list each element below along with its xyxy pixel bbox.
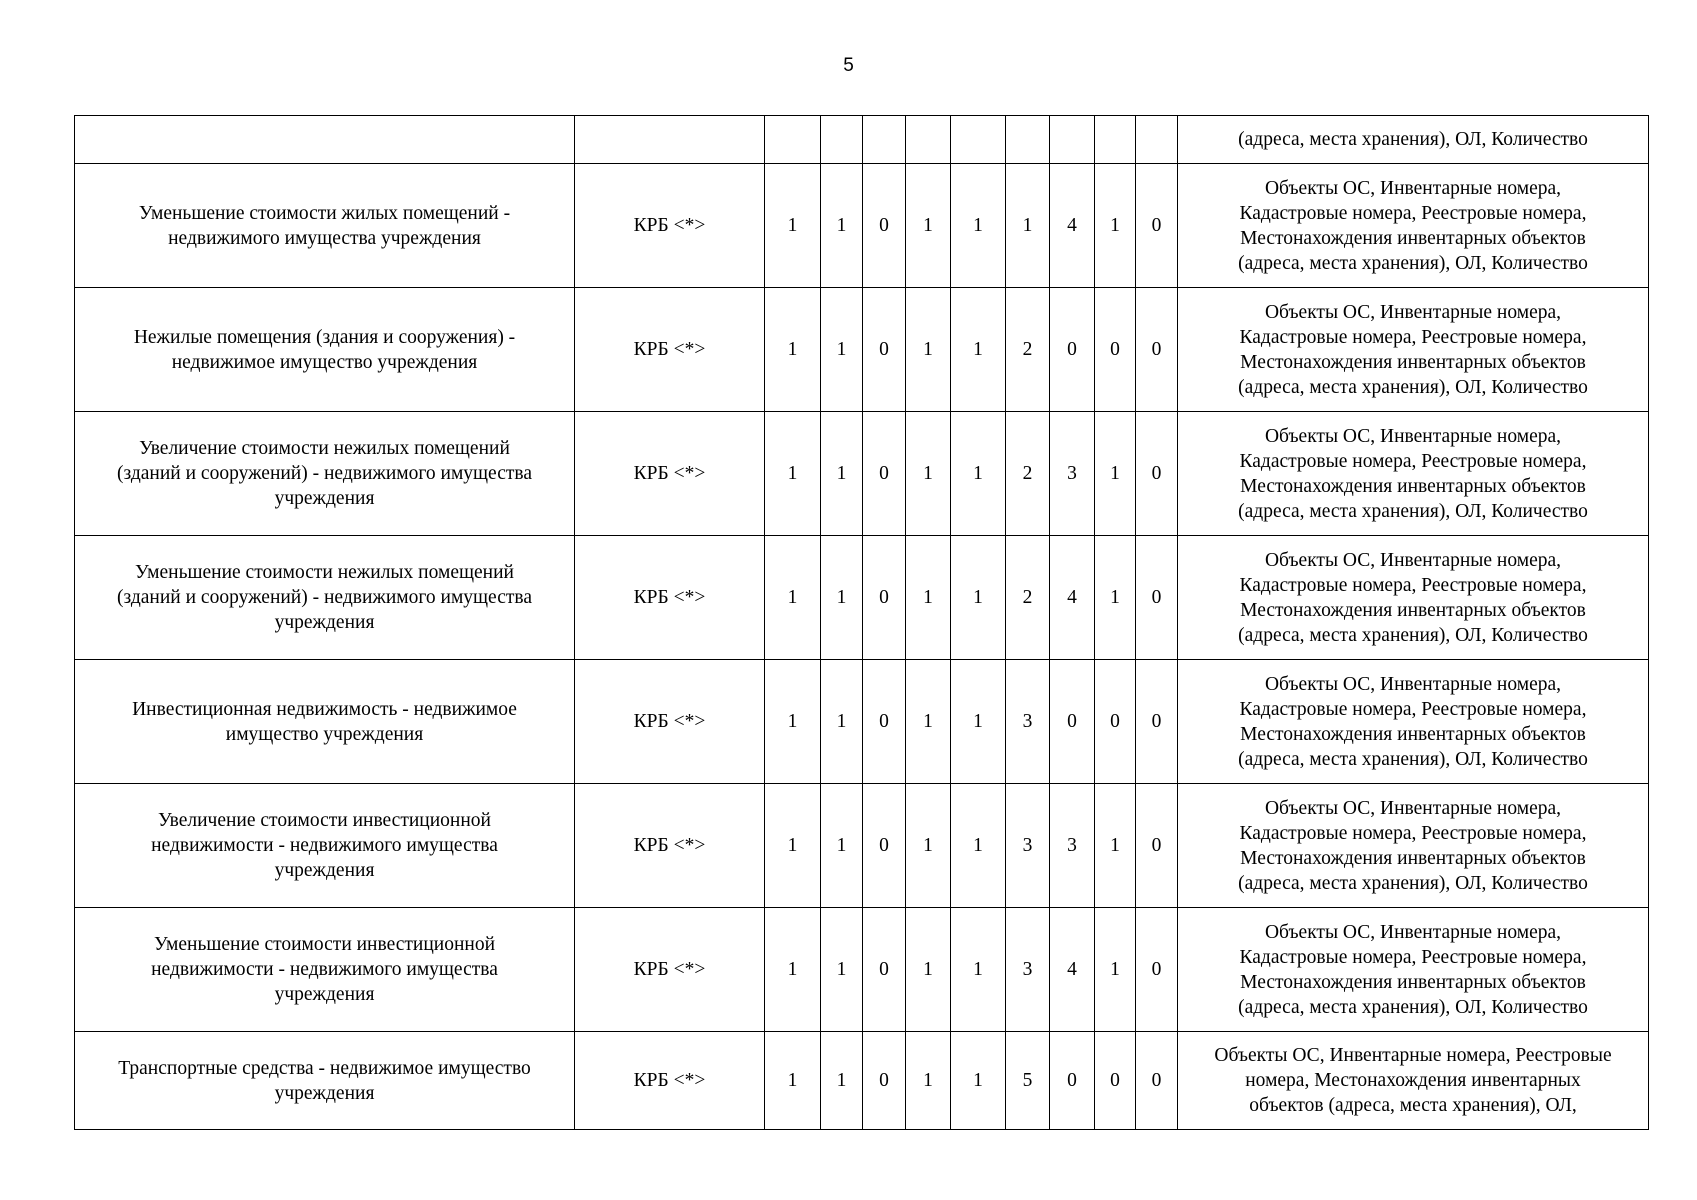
analytics-attributes-cell: Объекты ОС, Инвентарные номера, Кадастровые номера, Реестровые номера, Местонахождения инвентарных объектов (адреса, места хранения), ОЛ, Количество (1178, 784, 1649, 908)
code-cell: КРБ <*> (575, 164, 765, 288)
account-digit-cell: 1 (765, 412, 821, 536)
account-digit-cell: 1 (951, 164, 1006, 288)
account-digit-cell: 1 (951, 784, 1006, 908)
account-digit-cell: 0 (863, 908, 906, 1032)
account-digit-cell (863, 116, 906, 164)
account-digit-cell: 4 (1050, 908, 1095, 1032)
table-row (75, 164, 1649, 288)
account-digit-cell: 1 (906, 288, 951, 412)
table-row (75, 784, 1649, 908)
table-row (75, 288, 1649, 412)
analytics-attributes-cell: Объекты ОС, Инвентарные номера, Кадастровые номера, Реестровые номера, Местонахождения инвентарных объектов (адреса, места хранения), ОЛ, Количество (1178, 164, 1649, 288)
account-digit-cell: 1 (765, 288, 821, 412)
account-digit-cell: 0 (863, 536, 906, 660)
code-cell: КРБ <*> (575, 784, 765, 908)
account-digit-cell (951, 116, 1006, 164)
account-digit-cell (1095, 116, 1136, 164)
account-digit-cell: 0 (1136, 908, 1178, 1032)
account-digit-cell: 1 (906, 784, 951, 908)
account-digit-cell: 1 (765, 908, 821, 1032)
account-digit-cell: 1 (906, 660, 951, 784)
analytics-attributes-cell: (адреса, места хранения), ОЛ, Количество (1178, 116, 1649, 164)
account-digit-cell: 0 (863, 784, 906, 908)
account-digit-cell: 4 (1050, 164, 1095, 288)
account-name-cell: Транспортные средства - недвижимое имущество учреждения (75, 1032, 575, 1130)
table-row (75, 660, 1649, 784)
account-digit-cell: 1 (765, 164, 821, 288)
account-digit-cell: 1 (821, 288, 863, 412)
analytics-attributes-cell: Объекты ОС, Инвентарные номера, Реестровые номера, Местонахождения инвентарных объектов (адреса, места хранения), ОЛ, (1178, 1032, 1649, 1130)
account-digit-cell: 1 (906, 412, 951, 536)
account-digit-cell: 1 (951, 908, 1006, 1032)
analytics-attributes-cell: Объекты ОС, Инвентарные номера, Кадастровые номера, Реестровые номера, Местонахождения инвентарных объектов (адреса, места хранения), ОЛ, Количество (1178, 908, 1649, 1032)
account-digit-cell: 1 (821, 660, 863, 784)
account-digit-cell: 3 (1050, 412, 1095, 536)
code-cell: КРБ <*> (575, 288, 765, 412)
account-digit-cell: 0 (1136, 536, 1178, 660)
analytics-attributes-cell: Объекты ОС, Инвентарные номера, Кадастровые номера, Реестровые номера, Местонахождения инвентарных объектов (адреса, места хранения), ОЛ, Количество (1178, 412, 1649, 536)
account-name-cell: Инвестиционная недвижимость - недвижимое имущество учреждения (75, 660, 575, 784)
account-digit-cell: 1 (821, 908, 863, 1032)
account-digit-cell: 5 (1006, 1032, 1050, 1130)
account-digit-cell: 2 (1006, 412, 1050, 536)
account-digit-cell: 1 (765, 1032, 821, 1130)
account-digit-cell: 0 (1095, 660, 1136, 784)
table-row (75, 536, 1649, 660)
account-digit-cell: 0 (1136, 1032, 1178, 1130)
account-digit-cell: 1 (906, 536, 951, 660)
account-digit-cell: 1 (1095, 536, 1136, 660)
account-digit-cell: 1 (951, 1032, 1006, 1130)
account-digit-cell: 0 (1095, 288, 1136, 412)
account-digit-cell (1136, 116, 1178, 164)
account-digit-cell: 0 (1136, 164, 1178, 288)
account-name-cell: Увеличение стоимости инвестиционной недвижимости - недвижимого имущества учреждения (75, 784, 575, 908)
account-digit-cell: 1 (906, 164, 951, 288)
account-digit-cell (1006, 116, 1050, 164)
account-digit-cell: 1 (1095, 908, 1136, 1032)
account-digit-cell: 0 (1136, 784, 1178, 908)
account-digit-cell: 1 (1095, 412, 1136, 536)
account-digit-cell: 1 (1095, 784, 1136, 908)
account-digit-cell: 1 (765, 660, 821, 784)
account-digit-cell: 1 (821, 164, 863, 288)
account-name-cell: Уменьшение стоимости инвестиционной недвижимости - недвижимого имущества учреждения (75, 908, 575, 1032)
code-cell (575, 116, 765, 164)
account-digit-cell: 1 (951, 660, 1006, 784)
account-digit-cell: 1 (951, 288, 1006, 412)
account-digit-cell: 3 (1006, 784, 1050, 908)
accounts-table (74, 115, 1649, 1130)
table-row (75, 412, 1649, 536)
account-digit-cell: 1 (821, 536, 863, 660)
account-digit-cell: 1 (906, 1032, 951, 1130)
account-digit-cell (906, 116, 951, 164)
table-row (75, 116, 1649, 164)
account-digit-cell: 1 (1006, 164, 1050, 288)
account-name-cell (75, 116, 575, 164)
code-cell: КРБ <*> (575, 536, 765, 660)
account-digit-cell: 3 (1050, 784, 1095, 908)
account-digit-cell: 1 (821, 412, 863, 536)
account-digit-cell: 0 (1050, 660, 1095, 784)
account-digit-cell: 0 (863, 412, 906, 536)
code-cell: КРБ <*> (575, 1032, 765, 1130)
table-row (75, 908, 1649, 1032)
analytics-attributes-cell: Объекты ОС, Инвентарные номера, Кадастровые номера, Реестровые номера, Местонахождения инвентарных объектов (адреса, места хранения), ОЛ, Количество (1178, 660, 1649, 784)
account-digit-cell: 0 (863, 164, 906, 288)
account-digit-cell: 1 (765, 536, 821, 660)
account-name-cell: Уменьшение стоимости нежилых помещений (зданий и сооружений) - недвижимого имущества учреждения (75, 536, 575, 660)
account-digit-cell: 0 (1050, 288, 1095, 412)
account-digit-cell: 1 (821, 1032, 863, 1130)
account-digit-cell: 1 (1095, 164, 1136, 288)
account-digit-cell: 0 (1095, 1032, 1136, 1130)
account-name-cell: Увеличение стоимости нежилых помещений (зданий и сооружений) - недвижимого имущества учреждения (75, 412, 575, 536)
account-digit-cell: 3 (1006, 908, 1050, 1032)
code-cell: КРБ <*> (575, 412, 765, 536)
code-cell: КРБ <*> (575, 660, 765, 784)
account-digit-cell: 3 (1006, 660, 1050, 784)
account-digit-cell: 4 (1050, 536, 1095, 660)
account-digit-cell: 2 (1006, 536, 1050, 660)
account-digit-cell: 2 (1006, 288, 1050, 412)
account-digit-cell: 1 (765, 784, 821, 908)
account-name-cell: Уменьшение стоимости жилых помещений - недвижимого имущества учреждения (75, 164, 575, 288)
code-cell: КРБ <*> (575, 908, 765, 1032)
account-digit-cell: 1 (951, 536, 1006, 660)
account-digit-cell: 0 (863, 288, 906, 412)
account-digit-cell: 1 (951, 412, 1006, 536)
page-number: 5 (843, 55, 854, 76)
table-body (75, 116, 1649, 1130)
account-digit-cell: 1 (906, 908, 951, 1032)
account-digit-cell: 0 (1136, 660, 1178, 784)
account-digit-cell: 0 (863, 1032, 906, 1130)
table-row (75, 1032, 1649, 1130)
analytics-attributes-cell: Объекты ОС, Инвентарные номера, Кадастровые номера, Реестровые номера, Местонахождения инвентарных объектов (адреса, места хранения), ОЛ, Количество (1178, 536, 1649, 660)
account-digit-cell: 1 (821, 784, 863, 908)
account-digit-cell: 0 (1050, 1032, 1095, 1130)
account-digit-cell (765, 116, 821, 164)
account-digit-cell (1050, 116, 1095, 164)
account-digit-cell: 0 (863, 660, 906, 784)
account-name-cell: Нежилые помещения (здания и сооружения) - недвижимое имущество учреждения (75, 288, 575, 412)
analytics-attributes-cell: Объекты ОС, Инвентарные номера, Кадастровые номера, Реестровые номера, Местонахождения инвентарных объектов (адреса, места хранения), ОЛ, Количество (1178, 288, 1649, 412)
account-digit-cell: 0 (1136, 288, 1178, 412)
account-digit-cell (821, 116, 863, 164)
account-digit-cell: 0 (1136, 412, 1178, 536)
